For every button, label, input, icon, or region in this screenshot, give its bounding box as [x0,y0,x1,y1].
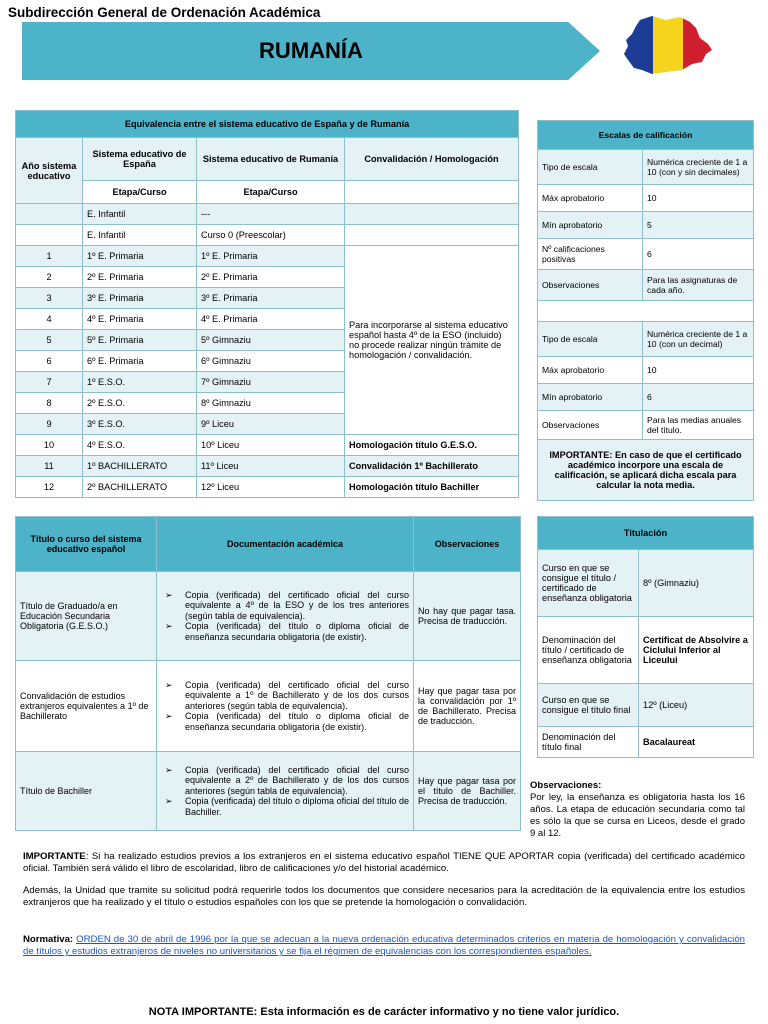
table-row: 7 1º E.S.O. 7º Gimnaziu [16,372,519,393]
col-year: Año sistema educativo [16,138,83,204]
table-row: 1 1º E. Primaria 1º E. Primaria Para incorporarse al sistema educativo español hasta 4º de la ESO (incluido) no procede realizar ningún trámite de homologación / convalidación. [16,246,519,267]
table-row: 9 3º E.S.O. 9º Liceu [16,414,519,435]
col-romania: Sistema educativo de Rumanía [197,138,345,181]
org-title: Subdirección General de Ordenación Académica [8,5,321,20]
col-spain: Sistema educativo de España [83,138,197,181]
table-row: Curso en que se consigue el título / certificado de enseñanza obligatoria 8º (Gimnaziu) [538,550,754,617]
table-row: 6 6º E. Primaria 6º Gimnaziu [16,351,519,372]
col-conv: Convalidación / Homologación [345,138,519,181]
romania-flag-map-icon [622,14,714,78]
table-row: Mín aprobatorio 5 [538,212,754,239]
col-title: Título o curso del sistema educativo español [16,517,157,572]
country-title: RUMANÍA [259,38,363,63]
table-row: 2 2º E. Primaria 2º E. Primaria [16,267,519,288]
titulacion-title: Titulación [538,517,754,550]
col-doc: Documentación académica [157,517,414,572]
table-row: Observaciones Para las asignaturas de cada año. [538,270,754,301]
table-row: Título de Graduado/a en Educación Secundaria Obligatoria (G.E.S.O.) ➢ Copia (verificada) del certificado oficial del curso equivalente a 4º de la ESO y de los tres anteriores (según tabla de equivalencia). ➢ Copia (verificada) del título o diploma oficial de enseñanza secundaria obligatoria (de existir). No hay que pagar tasa. Precisa de traducción. [16,572,521,661]
table-row: Tipo de escala Numérica creciente de 1 a 10 (con y sin decimales) [538,150,754,185]
documentation-table [15,516,521,831]
observaciones-title: Observaciones: [530,780,602,791]
table-row: 5 5º E. Primaria 5º Gimnaziu [16,330,519,351]
table-row: Tipo de escala Numérica creciente de 1 a 10 (con un decimal) [538,322,754,357]
table-row: E. Infantil Curso 0 (Preescolar) [16,225,519,246]
col-obs: Observaciones [414,517,521,572]
normativa-link[interactable]: ORDEN de 30 de abril de 1996 por la que se adecuan a la nueva ordenación educativa determinados criterios en materia de homologación y convalidación de títulos y estudios extranjeros de niveles no universitarios y se fija el régimen de equivalencias con los correspondientes españoles. [23,934,745,957]
table-row: 10 4º E.S.O. 10º Liceu Homologación título G.E.S.O. [16,435,519,456]
ademas-paragraph: Además, la Unidad que tramite su solicitud podrá requerirle todos los documentos que considere necesarios para la acreditación de la equivalencia entre los estudios extranjeros que ha realizado y el título o estudios españoles con los que se pretende la homologación o convalidación. [23,885,745,908]
table-row: Mín aprobatorio 6 [538,384,754,411]
nota-importante: NOTA IMPORTANTE: Esta información es de carácter informativo y no tiene valor jurídico. [148,1006,620,1018]
scales-important-note: IMPORTANTE: En caso de que el certificado académico incorpore una escala de calificación, se aplicará dicha escala para calcular la nota media. [538,440,754,501]
table-row: Título de Bachiller ➢ Copia (verificada) del certificado oficial del curso equivalente a 2º de Bachillerato y de los dos cursos anteriores (según tabla de equivalencia). ➢ Copia (verificada) del título o diploma oficial del título de Bachiller. Hay que pagar tasa por el título de Bachiller. Precisa de traducción. [16,752,521,831]
grading-scales-table [537,120,754,501]
titulacion-table [537,516,754,758]
table-row: Máx aprobatorio 10 [538,185,754,212]
equivalence-table-title: Equivalencia entre el sistema educativo de España y de Rumanía [16,111,519,138]
grading-scales-title: Escalas de calificación [538,121,754,150]
table-row: 4 4º E. Primaria 4º E. Primaria [16,309,519,330]
etapa-romania: Etapa/Curso [197,181,345,204]
merged-conv-note: Para incorporarse al sistema educativo español hasta 4º de la ESO (incluido) no procede realizar ningún trámite de homologación / convalidación. [345,246,519,435]
table-row: Observaciones Para las medias anuales del título. [538,411,754,440]
normativa-paragraph: Normativa: ORDEN de 30 de abril de 1996 por la que se adecuan a la nueva ordenación educativa determinados criterios en materia de homologación y convalidación de títulos y estudios extranjeros de niveles no universitarios y se fija el régimen de equivalencias con los correspondientes españoles. [23,934,745,957]
table-row: Convalidación de estudios extranjeros equivalentes a 1º de Bachillerato ➢ Copia (verificada) del certificado oficial del curso equivalente a 1º de Bachillerato y de los dos cursos anteriores (según tabla de equivalencia). ➢ Copia (verificada) del título o diploma oficial de enseñanza secundaria obligatoria (de existir). Hay que pagar tasa por la convalidación por 1º de Bachillerato. Precisa de traducción. [16,661,521,752]
equivalence-table [15,110,519,498]
table-row: E. Infantil --- [16,204,519,225]
table-row: 8 2º E.S.O. 8º Gimnaziu [16,393,519,414]
table-row: 3 3º E. Primaria 3º E. Primaria [16,288,519,309]
table-row: 12 2º BACHILLERATO 12º Liceu Homologación título Bachiller [16,477,519,498]
etapa-spain: Etapa/Curso [83,181,197,204]
table-row: 11 1º BACHILLERATO 11º Liceu Convalidación 1º Bachillerato [16,456,519,477]
table-row: Denominación del título final Bacalaureat [538,727,754,758]
important-paragraph: IMPORTANTE: Si ha realizado estudios previos a los extranjeros en el sistema educativo español TIENE QUE APORTAR copia (verificada) del certificado académico oficial. También será válido el libro de escolaridad, libro de calificaciones y/o del historial académico. [23,851,745,874]
table-row: Curso en que se consigue el título final 12º (Liceu) [538,684,754,727]
table-row: Denominación del título / certificado de enseñanza obligatoria Certificat de Absolvire a Ciclului Inferior al Liceului [538,617,754,684]
observaciones-text: Por ley, la enseñanza es obligatoria hasta los 16 años. La etapa de educación secundaria como tal es sólo la que se cursa en Liceos, desde el grado 9 al 12. [530,792,745,839]
table-row: Nº calificaciones positivas 6 [538,239,754,270]
table-row: Máx aprobatorio 10 [538,357,754,384]
